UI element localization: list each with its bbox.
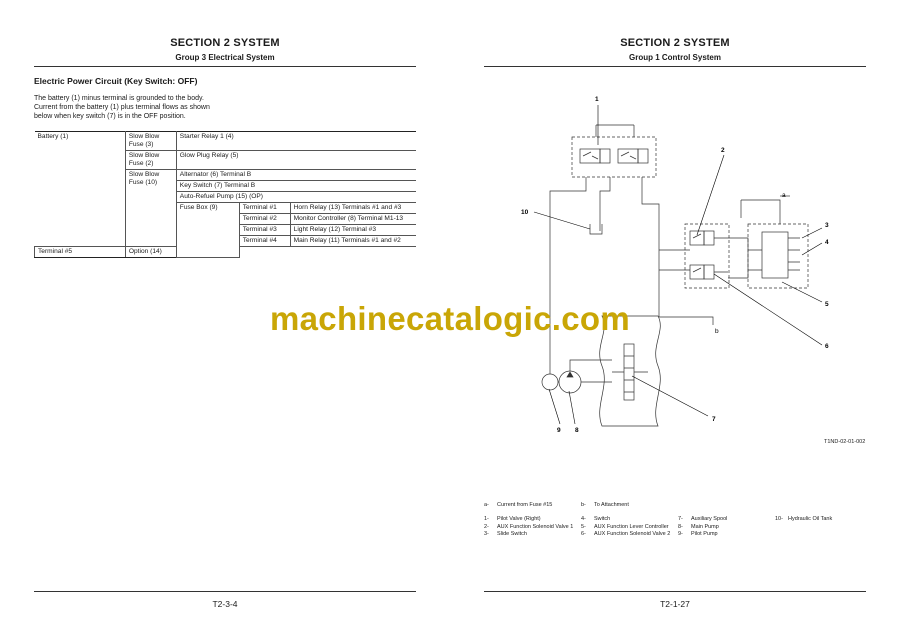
paragraph-line: below when key switch (7) is in the OFF position. <box>34 113 186 121</box>
legend-item: 10- Hydraulic Oil Tank <box>775 516 833 522</box>
paragraph-line: The battery (1) minus terminal is grounded to the body. <box>34 95 204 102</box>
legend-item: 3- Slide Switch <box>484 531 527 538</box>
legend-item: 8- Main Pump <box>678 523 719 530</box>
legend-item: b- To Attachment <box>581 502 629 508</box>
pump-line <box>570 360 612 371</box>
terminal-dest-cell: Main Relay (11) Terminals #1 and #2 <box>290 236 416 247</box>
dest-cell: Starter Relay 1 (4) <box>176 132 416 151</box>
legend-item: a- Current from Fuse #15 <box>484 502 553 508</box>
legend-item: 5- AUX Function Lever Controller <box>581 523 669 530</box>
dest-cell: Key Switch (7) Terminal B <box>176 181 416 192</box>
terminal-cell: Terminal #5 <box>35 247 126 258</box>
page-number: T2-1-27 <box>660 599 690 609</box>
legend-column <box>775 516 832 524</box>
dest-cell: Glow Plug Relay (5) <box>176 151 416 170</box>
callout-5: 5 <box>825 301 829 308</box>
solenoid-valve-block <box>685 224 729 288</box>
legend-item: 1- Pilot Valve (Right) <box>484 516 541 522</box>
callout-6: 6 <box>825 343 829 350</box>
terminal-dest-cell: Horn Relay (13) Terminals #1 and #3 <box>290 203 416 214</box>
page-number: T2-3-4 <box>212 599 238 609</box>
fuse-cell: Slow Blow Fuse (10) <box>125 170 176 247</box>
legend-column <box>484 516 573 539</box>
callout-9: 9 <box>557 427 561 434</box>
section-title: SECTION 2 SYSTEM <box>620 37 730 49</box>
callout-2: 2 <box>721 147 725 154</box>
terminal-cell: Terminal #1 <box>239 203 290 214</box>
pilot-valve-symbol <box>572 125 656 177</box>
dest-cell: Alternator (6) Terminal B <box>176 170 416 181</box>
terminal-dest-cell: Light Relay (12) Terminal #3 <box>290 225 416 236</box>
callout-1: 1 <box>595 96 599 103</box>
pilot-line <box>642 177 659 317</box>
callout-b: b <box>715 328 719 335</box>
pilot-pump-symbol <box>542 374 558 390</box>
callout-7: 7 <box>712 416 716 423</box>
terminal-cell: Terminal #3 <box>239 225 290 236</box>
paragraph-line: Current from the battery (1) plus terminal flows as shown <box>34 104 210 112</box>
legend-item: 4- Switch <box>581 516 611 522</box>
pilot-line <box>600 177 610 231</box>
callout-8: 8 <box>575 427 579 434</box>
fuse-cell: Slow Blow Fuse (2) <box>125 151 176 170</box>
fuse-box-cell: Fuse Box (9) <box>176 203 239 258</box>
signal-line <box>748 250 762 270</box>
circuit-heading: Electric Power Circuit (Key Switch: OFF) <box>34 76 198 86</box>
group-title: Group 1 Control System <box>628 53 721 62</box>
legend-item: 9- Pilot Pump <box>678 531 718 538</box>
figure-code: T1ND-02-01-002 <box>824 439 866 445</box>
legend-item: 2- AUX Function Solenoid Valve 1 <box>484 523 574 530</box>
legend-column <box>581 516 670 539</box>
watermark-text: machinecatalogic.com <box>270 300 630 337</box>
terminal-dest-cell: Monitor Controller (8) Terminal M1-13 <box>290 214 416 225</box>
signal-line <box>728 238 748 278</box>
terminal-dest-cell: Option (14) <box>125 247 176 258</box>
terminal-cell: Terminal #2 <box>239 214 290 225</box>
lever-controller-block <box>748 224 808 288</box>
pilot-line <box>550 177 586 374</box>
callout-a: a <box>782 192 786 199</box>
callout-3: 3 <box>825 222 829 229</box>
callout-10: 10 <box>521 209 529 216</box>
group-title: Group 3 Electrical System <box>175 53 275 62</box>
section-title: SECTION 2 SYSTEM <box>170 37 280 49</box>
battery-cell: Battery (1) <box>35 132 126 247</box>
dest-cell: Auto-Refuel Pump (15) (OP) <box>176 192 416 203</box>
fuse-cell: Slow Blow Fuse (3) <box>125 132 176 151</box>
legend-column <box>678 516 727 539</box>
legend-item: 7- Auxiliary Spool <box>678 516 728 522</box>
legend-item: 6- AUX Function Solenoid Valve 2 <box>581 531 671 538</box>
terminal-cell: Terminal #4 <box>239 236 290 247</box>
callout-4: 4 <box>825 239 829 246</box>
signal-line <box>741 200 780 224</box>
